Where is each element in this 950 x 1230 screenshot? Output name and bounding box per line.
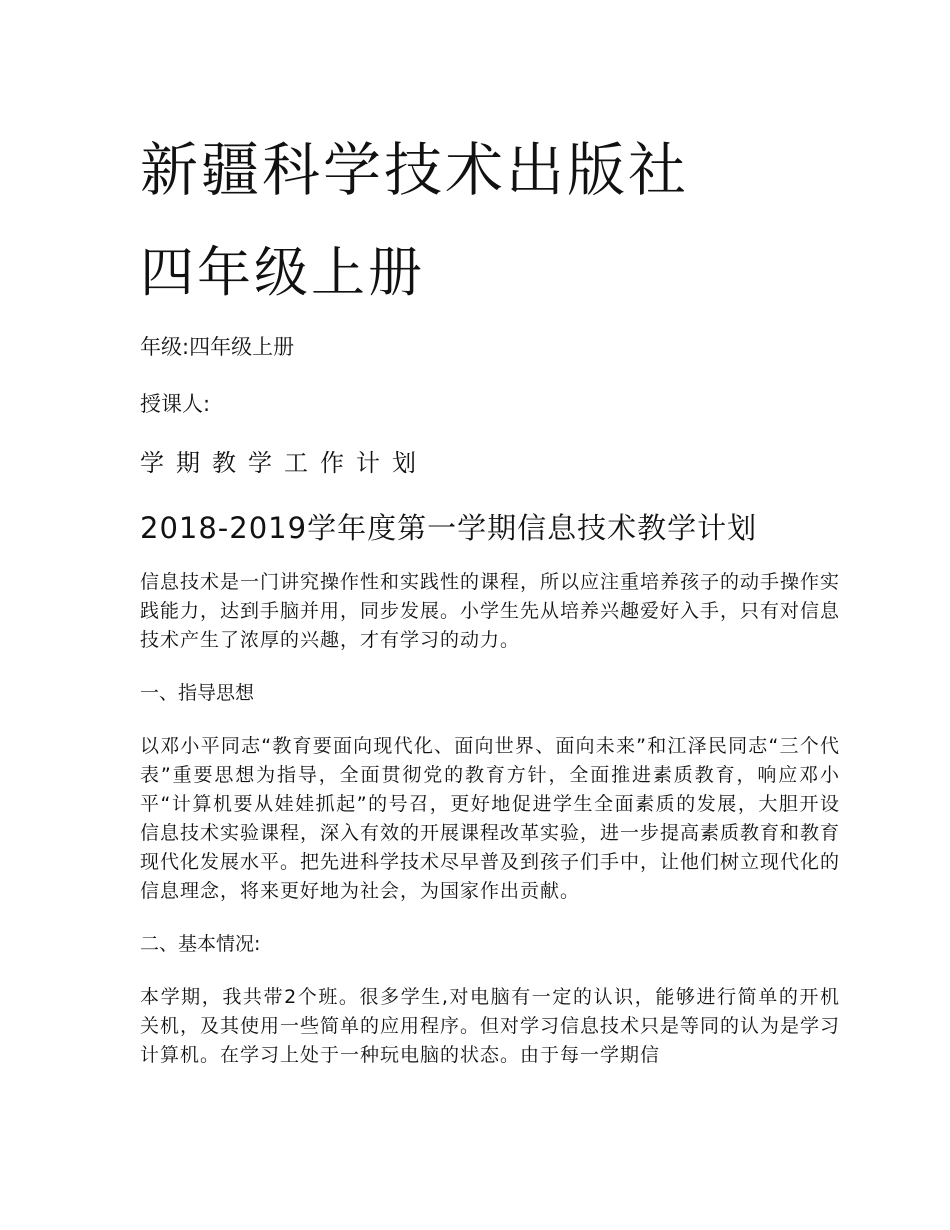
guiding-ideology-paragraph: 以邓小平同志“教育要面向现代化、面向世界、面向未来”和江泽民同志“三个代表”重要思想为指导，全面贯彻党的教育方针，全面推进素质教育，响应邓小平“计算机要从娃娃抓起”的号召，更好地促进学生全面素质的发展，大胆开设信息技术实验课程，深入有效的开展课程改革实验，进一步提高素质教育和教育现代化发展水平。把先进科学技术尽早普及到孩子们手中，让他们树立现代化的信息理念，将来更好地为社会，为国家作出贡献。	[140, 735, 841, 902]
plan-label: 学期教学工作计划	[140, 449, 428, 477]
section-heading-basic-situation: 二、基本情况:	[140, 933, 261, 955]
volume-title: 四年级上册	[140, 241, 425, 304]
basic-situation-paragraph: 本学期，我共带2个班。很多学生,对电脑有一定的认识，能够进行简单的开机关机，及其使用一些简单的应用程序。但对学习信息技术只是等同的认为是学习计算机。在学习上处于一种玩电脑的状态。由于每一学期信	[140, 986, 841, 1066]
document-content	[140, 132, 840, 1094]
publisher-title: 新疆科学技术出版社	[140, 136, 690, 204]
intro-paragraph: 信息技术是一门讲究操作性和实践性的课程，所以应注重培养孩子的动手操作实践能力，达到手脑并用，同步发展。小学生先从培养兴趣爱好入手，只有对信息技术产生了浓厚的兴趣，才有学习的动力。	[140, 571, 841, 651]
plan-title: 2018-2019学年度第一学期信息技术教学计划	[140, 511, 758, 545]
section-heading-guiding-ideology: 一、指导思想	[140, 682, 255, 704]
grade-line: 年级:四年级上册	[140, 335, 295, 359]
teacher-line: 授课人:	[140, 392, 211, 416]
